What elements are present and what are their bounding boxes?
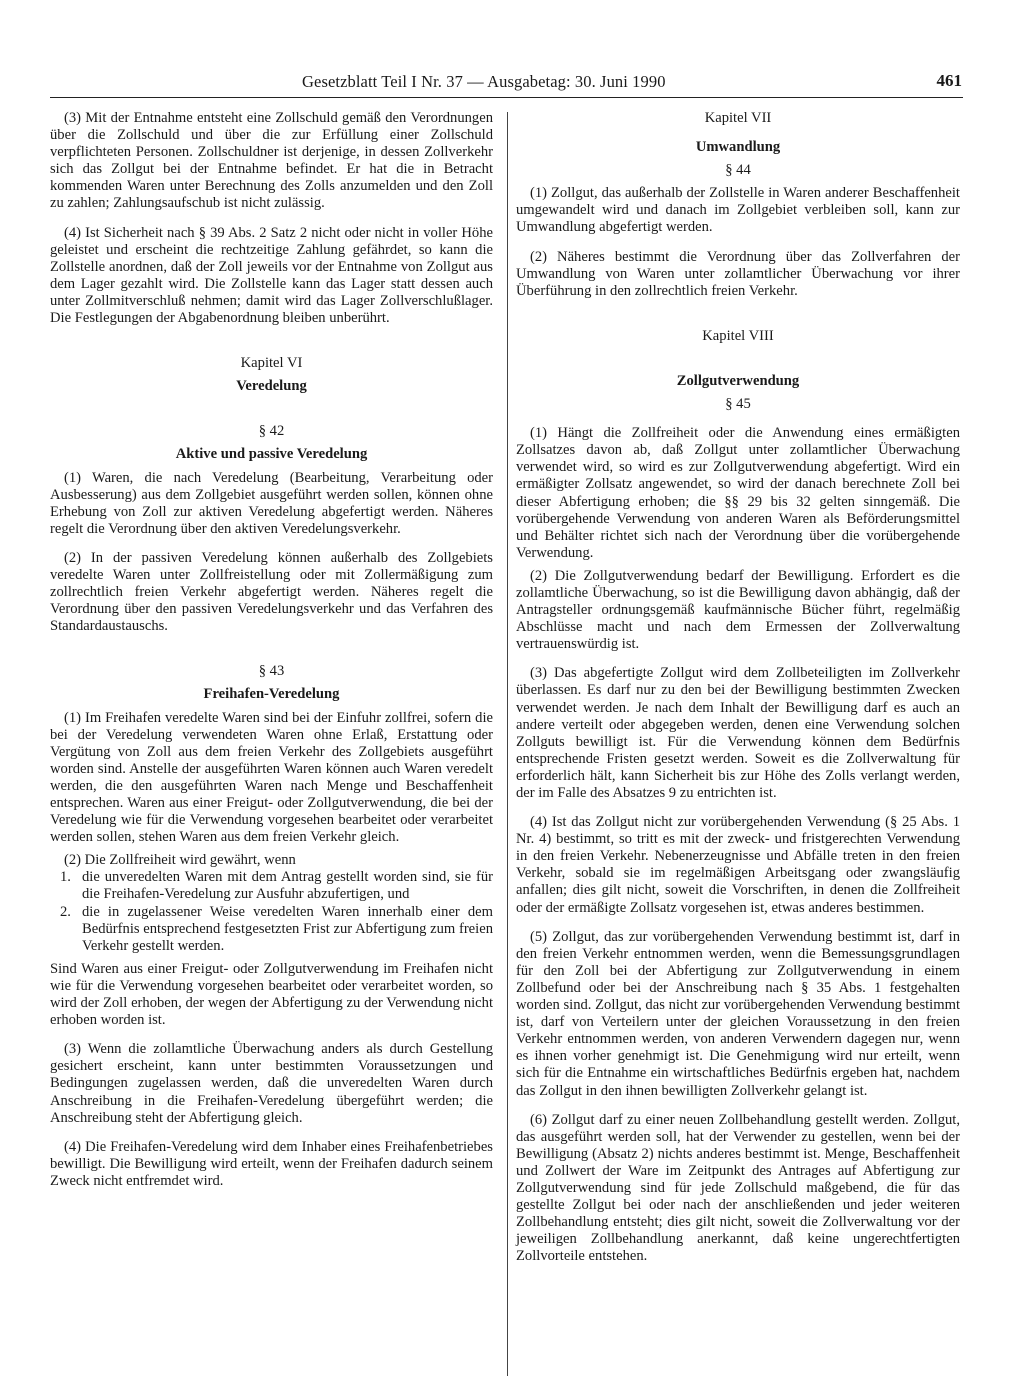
paragraph: (5) Zollgut, das zur vorübergehenden Verwendung bestimmt ist, darf in den freien Verkehr entnommen werden, wenn die Bemessungsgrundlagen für den Zoll bei der Abfertigung zur Zollgutverwendung in einem Zollbefund oder bei der Anschreibung nach § 35 Abs. 1 festgehalten worden sind. Zollgut, das nicht zur vorübergehenden Verwendung bestimmt ist, darf von Verteilern unter der gleichen Voraussetzung in den freien Verkehr entnommen werden, von anderen Verwendern dagegen nur, wenn es ihnen vorher genehmigt ist. Die Genehmigung wird nur erteilt, wenn sich für die Entnahme ein wirtschaftliches Bedürfnis ergeben hat, nachdem das Zollgut in den ihnen bewilligten Zollverkehr gelangt ist.	[516, 928, 960, 1099]
page-header	[0, 72, 1024, 100]
chapter-title: Zollgutverwendung	[676, 372, 800, 389]
chapter-title: Umwandlung	[695, 139, 781, 156]
section-number: § 45	[725, 396, 751, 413]
section-number: § 44	[725, 162, 751, 179]
paragraph: (2) In der passiven Veredelung können außerhalb des Zollgebiets veredelte Waren unter Zollfreistellung oder mit Zollermäßigung zum zollrechtlich freien Verkehr abgefertigt werden. Näheres regelt die Verordnung über den passiven Veredelungsverkehr und das Verfahren des Standardaustauschs.	[50, 549, 493, 635]
header-title: Gesetzblatt Teil I Nr. 37 — Ausgabetag: 30. Juni 1990	[302, 72, 666, 91]
paragraph: (6) Zollgut darf zu einer neuen Zollbehandlung gestellt werden. Zollgut, das ausgeführt werden soll, hat der Verwender zu gestellen, wenn bei der Bewilligung (Absatz 2) nichts anderes bestimmt ist. Menge, Beschaffenheit und Zollwert der Ware im Zeitpunkt des Antrages auf Abfertigung zur Zollgutverwendung sind für jede Zollschuld maßgebend, die für das gestellte Zollgut bei oder nach der anschließenden und jeder weiteren Zollbehandlung entsteht; dies gilt nicht, soweit die Zollverwaltung vor der jeweiligen Zollbehandlung anerkannt, daß keine ungerechtfertigten Zollvorteile entstehen.	[516, 1111, 960, 1265]
paragraph: Sind Waren aus einer Freigut- oder Zollgutverwendung im Freihafen nicht wie für die Verwendung vorgesehen bearbeitet oder verarbeitet worden, so wird der Zoll erhoben, der wegen der Abfertigung zu der Verwendung nicht erhoben worden ist.	[50, 960, 493, 1029]
paragraph: (3) Das abgefertigte Zollgut wird dem Zollbeteiligten im Zollverkehr überlassen. Es darf nur zu den bei der Bewilligung bestimmten Zwecken verwendet werden. Je nach dem Inhalt der Bewilligung darf es auch an andere verteilt oder abgegeben werden, denen eine Verwendung solchen Zollguts bewilligt ist. Für die Verwendung können dem Bedürfnis entsprechende Fristen gesetzt werden. Soweit es die Zollverwaltung für erforderlich hält, kann Sicherheit bis zur Höhe des Zolls verlangt werden, der im Falle des Absatzes 9 zu entrichten ist.	[516, 665, 960, 801]
paragraph: (1) Waren, die nach Veredelung (Bearbeitung, Verarbeitung oder Ausbesserung) aus dem Zollgebiet ausgeführt werden sollen, können ohne Erhebung von Zoll zur aktiven Veredelung abgefertigt werden. Näheres regelt die Verordnung über den aktiven Veredelungsverkehr.	[50, 469, 493, 537]
chapter-heading: Kapitel VII	[704, 110, 772, 126]
paragraph: (3) Wenn die zollamtliche Überwachung anders als durch Gestellung gesichert erscheint, kann unter bestimmten Voraussetzungen und Bedingungen zugelassen werden, daß die unveredelten Waren durch Anschreibung in die Freihafen-Veredelung übergeführt werden; die Anschreibung steht der Abfertigung gleich.	[50, 1041, 493, 1126]
section-title: Freihafen-Veredelung	[203, 686, 340, 703]
paragraph: (1) Im Freihafen veredelte Waren sind bei der Einfuhr zollfrei, sofern die bei der Veredelung verwendeten Waren ohne Erlaß, Erstattung oder Vergütung von Zoll aus dem freien Verkehr des Zollgebiets ausgeführt worden sind. Anstelle der ausgeführten Waren können auch Waren veredelt werden, die den ausgeführten Waren nach Menge und Beschaffenheit entsprechen. Waren aus einer Freigut- oder Zollgutverwendung, die bei der Veredelung wie für die Verwendung vorgesehen bearbeitet oder verarbeitet werden sollen, stehen Waren aus dem freien Verkehr gleich.	[50, 709, 493, 846]
paragraph: (4) Die Freihafen-Veredelung wird dem Inhaber eines Freihafenbetriebes bewilligt. Die Bewilligung wird erteilt, wenn der Freihafen dadurch seinem Zweck nicht entfremdet wird.	[50, 1138, 493, 1189]
paragraph: (4) Ist das Zollgut nicht zur vorübergehenden Verwendung (§ 25 Abs. 1 Nr. 4) bestimmt, so tritt es mit der zweck- und fristgerechten Verwendung in den freien Verkehr. Nebenerzeugnisse und Abfälle treten in den freien Verkehr, sobald sie im regelmäßigen Arbeitsgang oder zwangsläufig anfallen; dies gilt nicht, soweit die Vorschriften, in denen die Zollfreiheit oder der ermäßigte Zollsatz vorgesehen ist, etwas anderes bestimmen.	[516, 814, 960, 916]
page-number: 461	[936, 71, 962, 90]
paragraph: (3) Mit der Entnahme entsteht eine Zollschuld gemäß den Verordnungen über die Zollschuld und über die zur Erfüllung einer Zollschuld verpflichteten Personen. Zollschuldner ist derjenige, in dessen Zollverkehr sich das Zollgut bei der Entnahme befindet. Er hat die in Betracht kommenden Waren unter Berechnung des Zolls anzumelden und den Zoll zu zahlen; Zahlungsaufschub ist nicht zulässig.	[50, 110, 493, 212]
section-title: Aktive und passive Veredelung	[175, 446, 368, 463]
column-divider	[507, 112, 508, 1376]
right-column	[516, 110, 960, 1265]
paragraph: (4) Ist Sicherheit nach § 39 Abs. 2 Satz 2 nicht oder nicht in voller Höhe geleistet und erscheint die rechtzeitige Zahlung gefährdet, so kann die Zollstelle anordnen, daß der Zoll jeweils vor der Entnahme von Zollgut aus dem Lager gezahlt wird. Die Zollstelle kann das Lager statt dessen auch unter Zollmitverschluß nehmen; damit wird das Lager Zollverschlußlager. Die Festlegungen der Abgabenordnung bleiben unberührt.	[50, 224, 493, 327]
paragraph: (1) Hängt die Zollfreiheit oder die Anwendung eines ermäßigten Zollsatzes davon ab, daß Zollgut unter zollamtlicher Überwachung verwendet wird, so wird es zur Zollgutverwendung abgefertigt. Wird ein ermäßigter Zollsatz angewendet, so wird der danach berechnete Zoll bei dieser Abfertigung erhoben; die §§ 29 bis 32 gelten sinngemäß. Die vorübergehende Verwendung von anderen Waren als Beförderungsmittel und Behälter richtet sich nach der Verordnung über die vorübergehende Verwendung.	[516, 425, 960, 561]
section-number: § 43	[258, 663, 285, 680]
chapter-title: Veredelung	[236, 378, 307, 395]
condition-list	[50, 869, 493, 954]
paragraph: (2) Die Zollfreiheit wird gewährt, wenn	[64, 852, 296, 869]
left-column	[50, 110, 493, 1190]
header-rule	[50, 97, 963, 98]
paragraph: (2) Die Zollgutverwendung bedarf der Bewilligung. Erfordert es die zollamtliche Überwachung, so ist die Bewilligung davon abhängig, daß der Antragsteller ordnungsgemäß kaufmännische Bücher führt, regelmäßig Abschlüsse macht und nach dem Ermessen der Zollverwaltung vertrauenswürdig ist.	[516, 567, 960, 653]
chapter-heading: Kapitel VIII	[702, 327, 774, 344]
list-item: 2. die in zugelassener Weise veredelten Waren innerhalb einer dem Bedürfnis entsprechend festgesetzten Frist zur Abfertigung zum freien Verkehr gestellt werden.	[60, 903, 493, 954]
chapter-heading: Kapitel VI	[240, 355, 303, 372]
list-item: 1. die unveredelten Waren mit dem Antrag gestellt worden sind, sie für die Freihafen-Veredelung zur Ausfuhr abzufertigen, und	[60, 869, 493, 903]
paragraph: (2) Näheres bestimmt die Verordnung über das Zollverfahren der Umwandlung von Waren unter zollamtlicher Überwachung vor ihrer Überführung in den zollrechtlich freien Verkehr.	[516, 248, 960, 299]
paragraph: (1) Zollgut, das außerhalb der Zollstelle in Waren anderer Beschaffenheit umgewandelt wird und danach im Zollgebiet verbleiben soll, kann zur Umwandlung abgefertigt werden.	[516, 185, 960, 236]
section-number: § 42	[258, 423, 285, 440]
